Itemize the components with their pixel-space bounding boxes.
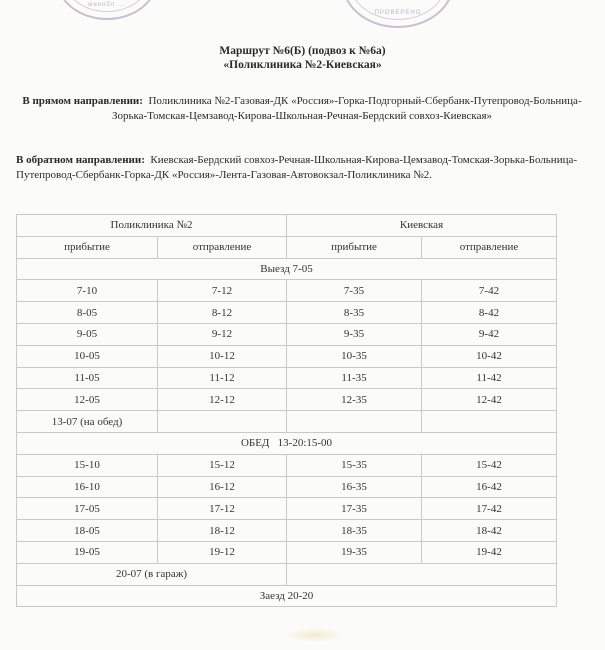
document-title	[0, 44, 605, 72]
lunch-break-row	[17, 432, 557, 454]
time-cell: 15-35	[287, 454, 422, 476]
time-cell: 11-05	[17, 367, 158, 389]
garage-arrival-cell: 20-07 (в гараж)	[17, 563, 287, 585]
time-cell: 15-12	[158, 454, 287, 476]
stop-header-kievskaya: Киевская	[287, 215, 557, 237]
time-cell: 9-35	[287, 323, 422, 345]
lunch-arrival-row	[17, 411, 557, 433]
time-cell: 11-42	[422, 367, 557, 389]
time-cell: 12-12	[158, 389, 287, 411]
time-cell: 16-35	[287, 476, 422, 498]
time-cell: 15-10	[17, 454, 158, 476]
time-cell: 12-05	[17, 389, 158, 411]
lunch-break-note: ОБЕД 13-20:15-00	[17, 432, 557, 454]
schedule-table	[16, 214, 557, 607]
table-row	[17, 520, 557, 542]
time-cell: 18-12	[158, 520, 287, 542]
time-cell: 18-35	[287, 520, 422, 542]
empty-cell	[287, 563, 557, 585]
forward-direction-route: Поликлиника №2-Газовая-ДК «Россия»-Горка-Подгорный-Сбербанк-Путепровод-Больница-Зорька-Томская-Цемзавод-Кирова-Школьная-Речная-Бердский совхоз-Киевская»	[111, 95, 582, 122]
reverse-direction-label: В обратном направлении:	[16, 154, 145, 166]
table-row	[17, 389, 557, 411]
garage-row	[17, 563, 557, 585]
time-cell: 9-42	[422, 323, 557, 345]
forward-direction	[22, 94, 582, 123]
sub-header-row	[17, 236, 557, 258]
time-cell: 11-35	[287, 367, 422, 389]
empty-cell	[287, 411, 422, 433]
time-cell: 7-42	[422, 280, 557, 302]
title-route-name: «Поликлиника №2-Киевская»	[223, 59, 382, 71]
time-cell: 12-35	[287, 389, 422, 411]
time-cell: 10-05	[17, 345, 158, 367]
table-row	[17, 302, 557, 324]
departure-row	[17, 258, 557, 280]
sub-header-cell: отправление	[422, 236, 557, 258]
time-cell: 8-05	[17, 302, 158, 324]
time-cell: 18-42	[422, 520, 557, 542]
table-row	[17, 367, 557, 389]
stamp-right	[342, 0, 454, 28]
table-row	[17, 280, 557, 302]
time-cell: 16-12	[158, 476, 287, 498]
stop-header-row	[17, 215, 557, 237]
time-cell: 12-42	[422, 389, 557, 411]
sub-header-cell: прибытие	[17, 236, 158, 258]
stamp-left-text: минобл ...	[88, 2, 126, 8]
time-cell: 11-12	[158, 367, 287, 389]
time-cell: 15-42	[422, 454, 557, 476]
time-cell: 19-05	[17, 541, 158, 563]
table-row	[17, 541, 557, 563]
time-cell: 7-35	[287, 280, 422, 302]
return-row	[17, 585, 557, 607]
time-cell: 16-42	[422, 476, 557, 498]
table-row	[17, 454, 557, 476]
time-cell: 10-35	[287, 345, 422, 367]
table-row	[17, 345, 557, 367]
table-row	[17, 323, 557, 345]
time-cell: 8-42	[422, 302, 557, 324]
empty-cell	[422, 411, 557, 433]
time-cell: 7-10	[17, 280, 158, 302]
time-cell: 17-05	[17, 498, 158, 520]
stamp-left	[56, 0, 158, 20]
time-cell: 17-42	[422, 498, 557, 520]
table-row	[17, 498, 557, 520]
forward-direction-label: В прямом направлении:	[22, 95, 143, 107]
stop-header-polyclinic: Поликлиника №2	[17, 215, 287, 237]
time-cell: 8-12	[158, 302, 287, 324]
reverse-direction	[16, 153, 590, 182]
empty-cell	[158, 411, 287, 433]
time-cell: 7-12	[158, 280, 287, 302]
stamp-right-text: ПРОВЕРЕНО	[374, 10, 422, 16]
time-cell: 17-35	[287, 498, 422, 520]
time-cell: 9-12	[158, 323, 287, 345]
paper-stain	[285, 628, 345, 642]
sub-header-cell: прибытие	[287, 236, 422, 258]
departure-note: Выезд 7-05	[17, 258, 557, 280]
time-cell: 10-42	[422, 345, 557, 367]
title-route-number: Маршрут №6(Б) (подвоз к №6а)	[219, 45, 386, 57]
lunch-arrival-cell: 13-07 (на обед)	[17, 411, 158, 433]
return-note: Заезд 20-20	[17, 585, 557, 607]
time-cell: 16-10	[17, 476, 158, 498]
time-cell: 19-42	[422, 541, 557, 563]
time-cell: 9-05	[17, 323, 158, 345]
time-cell: 19-35	[287, 541, 422, 563]
time-cell: 8-35	[287, 302, 422, 324]
sub-header-cell: отправление	[158, 236, 287, 258]
table-row	[17, 476, 557, 498]
time-cell: 10-12	[158, 345, 287, 367]
reverse-direction-route: Киевская-Бердский совхоз-Речная-Школьная-Кирова-Цемзавод-Томская-Зорька-Больница-Путепровод-Сбербанк-Горка-ДК «Россия»-Лента-Газовая-Автовокзал-Поликлиника №2.	[16, 154, 578, 181]
time-cell: 18-05	[17, 520, 158, 542]
time-cell: 17-12	[158, 498, 287, 520]
time-cell: 19-12	[158, 541, 287, 563]
